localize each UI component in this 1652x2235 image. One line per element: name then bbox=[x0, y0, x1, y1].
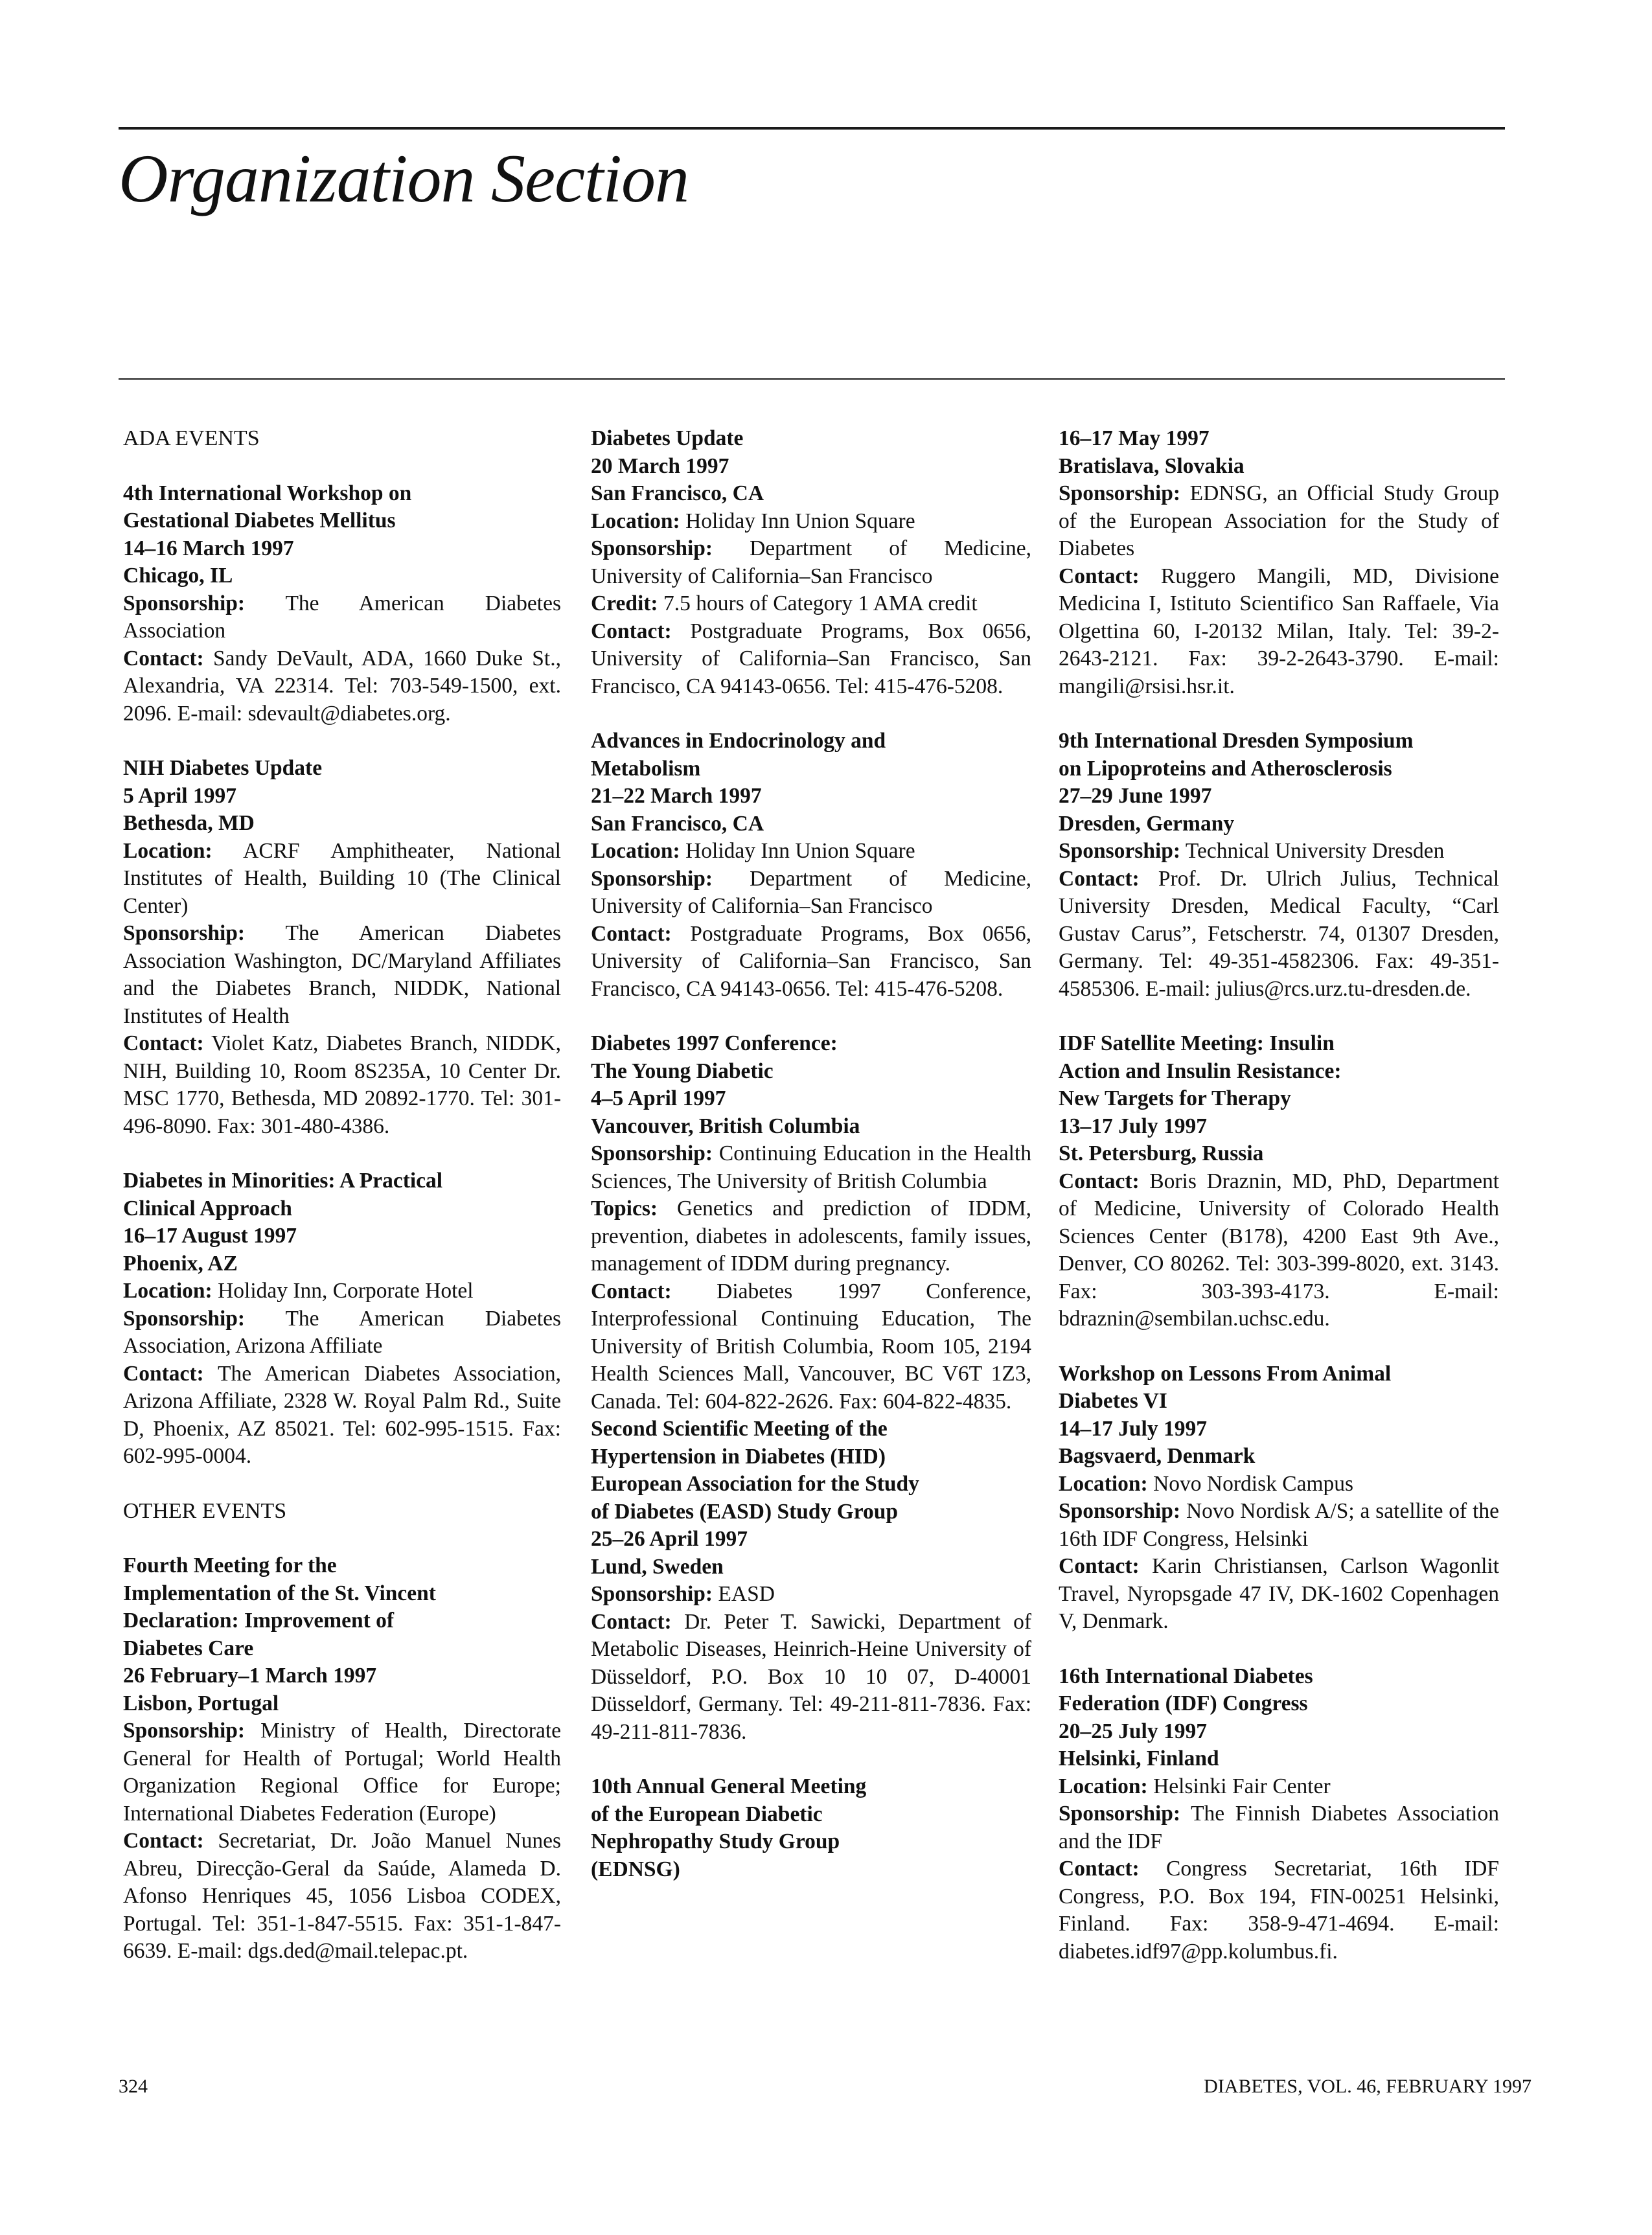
event-entry bbox=[123, 480, 561, 728]
event-title-line: of the European Diabetic bbox=[591, 1802, 823, 1826]
event-title-line: Nephropathy Study Group bbox=[591, 1829, 840, 1853]
field-label-sponsorship: Sponsorship: bbox=[591, 1141, 713, 1165]
field-value-location: Helsinki Fair Center bbox=[1153, 1774, 1331, 1798]
field-label-sponsorship: Sponsorship: bbox=[591, 536, 713, 560]
field-value-sponsorship: Ministry of Health, Directorate General for Health of Portugal; World Health Organization Regional Office for Europe; International Diabetes Federation (Europe) bbox=[123, 1719, 561, 1826]
event-title-line: Lisbon, Portugal bbox=[123, 1691, 279, 1715]
event-title-line: Workshop on Lessons From Animal bbox=[1059, 1361, 1392, 1386]
event-entry bbox=[123, 1552, 561, 1966]
event-list bbox=[123, 1552, 561, 1966]
field-value-contact: The American Diabetes Association, Arizona Affiliate, 2328 W. Royal Palm Rd., Suite D, Phoenix, AZ 85021. Tel: 602-995-1515. Fax: 602-995-0004. bbox=[123, 1361, 561, 1468]
event-title-line: Helsinki, Finland bbox=[1059, 1747, 1219, 1771]
column-right bbox=[1059, 425, 1499, 1993]
event-title-line: Hypertension in Diabetes (HID) bbox=[591, 1444, 886, 1469]
column-left bbox=[123, 425, 561, 1993]
field-value-sponsorship: The American Diabetes Association, Arizona Affiliate bbox=[123, 1306, 561, 1358]
event-contact bbox=[123, 1360, 561, 1471]
event-title-line: Fourth Meeting for the bbox=[123, 1553, 337, 1577]
event-location bbox=[1059, 1773, 1499, 1801]
field-label-sponsorship: Sponsorship: bbox=[123, 591, 246, 615]
event-title-line: 16th International Diabetes bbox=[1059, 1664, 1313, 1688]
event-title-line: on Lipoproteins and Atherosclerosis bbox=[1059, 756, 1392, 781]
field-label-topics: Topics: bbox=[591, 1197, 658, 1221]
event-title-line: 16–17 August 1997 bbox=[123, 1224, 297, 1248]
section-heading-ada-events: ADA EVENTS bbox=[123, 426, 260, 450]
field-value-sponsorship: EASD bbox=[718, 1582, 775, 1606]
event-contact bbox=[1059, 563, 1499, 701]
event-contact bbox=[1059, 1553, 1499, 1636]
event-title-line: NIH Diabetes Update bbox=[123, 756, 323, 780]
field-value-contact: Diabetes 1997 Conference, Interprofessional Continuing Education, The University of British Columbia, Room 105, 2194 Health Sciences Mall, Vancouver, BC V6T 1Z3, Canada. Tel: 604-822-2626. Fax: 604-822-4835. bbox=[591, 1279, 1031, 1414]
field-label-location: Location: bbox=[123, 838, 212, 863]
event-sponsorship bbox=[591, 1140, 1031, 1195]
event-title-line: Lund, Sweden bbox=[591, 1554, 724, 1579]
field-label-contact: Contact: bbox=[123, 1829, 204, 1853]
event-title-line: Diabetes VI bbox=[1059, 1389, 1167, 1413]
event-contact bbox=[123, 1828, 561, 1966]
field-value-sponsorship: Novo Nordisk A/S; a satellite of the 16th IDF Congress, Helsinki bbox=[1059, 1499, 1500, 1551]
event-sponsorship bbox=[1059, 1498, 1499, 1553]
event-entry bbox=[591, 1030, 1031, 1416]
event-title-line: San Francisco, CA bbox=[591, 481, 764, 505]
event-title-line: (EDNSG) bbox=[591, 1857, 680, 1881]
field-value-contact: Postgraduate Programs, Box 0656, University of California–San Francisco, San Francisco, CA 94143-0656. Tel: 415-476-5208. bbox=[591, 619, 1032, 698]
field-label-sponsorship: Sponsorship: bbox=[123, 921, 246, 945]
event-sponsorship bbox=[123, 1305, 561, 1360]
event-title-line: The Young Diabetic bbox=[591, 1059, 774, 1083]
page-number: 324 bbox=[119, 2076, 148, 2097]
event-entry bbox=[1059, 728, 1499, 1003]
event-list bbox=[123, 480, 561, 1471]
event-title-line: European Association for the Study bbox=[591, 1472, 919, 1496]
header-divider bbox=[119, 378, 1505, 380]
event-title-line: Implementation of the St. Vincent bbox=[123, 1581, 436, 1605]
event-title-line: 20–25 July 1997 bbox=[1059, 1719, 1207, 1743]
field-value-sponsorship: The American Diabetes Association Washington, DC/Maryland Affiliates and the Diabetes Branch, NIDDK, National Institutes of Health bbox=[123, 921, 561, 1028]
event-title-line: Diabetes 1997 Conference: bbox=[591, 1031, 838, 1055]
field-label-sponsorship: Sponsorship: bbox=[591, 1582, 713, 1606]
field-value-contact: Postgraduate Programs, Box 0656, University of California–San Francisco, San Francisco, CA 94143-0656. Tel: 415-476-5208. bbox=[591, 921, 1032, 1001]
event-title-line: IDF Satellite Meeting: Insulin bbox=[1059, 1031, 1335, 1055]
field-label-contact: Contact: bbox=[123, 1361, 204, 1386]
event-title-line: Chicago, IL bbox=[123, 564, 233, 588]
field-value-location: Holiday Inn, Corporate Hotel bbox=[218, 1279, 474, 1303]
event-contact bbox=[123, 1030, 561, 1140]
event-title-line: 14–16 March 1997 bbox=[123, 536, 294, 560]
event-location bbox=[591, 838, 1031, 865]
event-credit bbox=[591, 590, 1031, 618]
event-title-line: Clinical Approach bbox=[123, 1196, 292, 1221]
field-value-sponsorship: The Finnish Diabetes Association and the IDF bbox=[1059, 1802, 1499, 1853]
event-title-line: 14–17 July 1997 bbox=[1059, 1416, 1207, 1441]
event-sponsorship bbox=[1059, 480, 1499, 563]
event-location bbox=[123, 1278, 561, 1305]
event-title-line: 13–17 July 1997 bbox=[1059, 1114, 1207, 1138]
field-value-location: ACRF Amphitheater, National Institutes of Health, Building 10 (The Clinical Center) bbox=[123, 838, 561, 918]
event-title-line: Diabetes Update bbox=[591, 426, 744, 450]
field-label-sponsorship: Sponsorship: bbox=[123, 1306, 246, 1331]
field-label-contact: Contact: bbox=[1059, 1169, 1140, 1193]
event-sponsorship bbox=[123, 590, 561, 645]
event-contact bbox=[1059, 1168, 1499, 1333]
event-title-line: Phoenix, AZ bbox=[123, 1251, 238, 1276]
event-title-line: Action and Insulin Resistance: bbox=[1059, 1059, 1342, 1083]
event-sponsorship bbox=[591, 535, 1031, 590]
event-title-line: Bratislava, Slovakia bbox=[1059, 453, 1245, 478]
event-title-line: Federation (IDF) Congress bbox=[1059, 1691, 1308, 1715]
event-entry bbox=[591, 425, 1031, 700]
event-entry bbox=[1059, 1030, 1499, 1333]
event-contact bbox=[591, 921, 1031, 1003]
event-title-line: 26 February–1 March 1997 bbox=[123, 1664, 377, 1688]
event-title-line: 4th International Workshop on bbox=[123, 481, 412, 505]
field-value-sponsorship: Department of Medicine, University of California–San Francisco bbox=[591, 866, 1032, 918]
field-label-sponsorship: Sponsorship: bbox=[1059, 481, 1181, 505]
event-sponsorship bbox=[1059, 838, 1499, 865]
event-location bbox=[591, 508, 1031, 536]
event-entry bbox=[1059, 425, 1499, 700]
event-contact bbox=[591, 618, 1031, 701]
event-contact bbox=[1059, 865, 1499, 1003]
event-contact bbox=[1059, 1855, 1499, 1966]
page-title: Organization Section bbox=[119, 141, 689, 216]
field-label-contact: Contact: bbox=[123, 1031, 204, 1055]
field-value-sponsorship: Technical University Dresden bbox=[1185, 839, 1445, 863]
event-location bbox=[1059, 1471, 1499, 1498]
field-label-contact: Contact: bbox=[591, 1609, 672, 1634]
event-topics bbox=[591, 1195, 1031, 1278]
event-title-line: Diabetes Care bbox=[123, 1636, 254, 1660]
field-label-contact: Contact: bbox=[591, 619, 672, 643]
event-title-line: Bagsvaerd, Denmark bbox=[1059, 1444, 1256, 1468]
field-label-location: Location: bbox=[1059, 1774, 1148, 1798]
event-title-line: 5 April 1997 bbox=[123, 783, 236, 808]
event-title-line: Declaration: Improvement of bbox=[123, 1609, 395, 1633]
event-title-line: Gestational Diabetes Mellitus bbox=[123, 509, 396, 533]
event-entry bbox=[123, 1167, 561, 1471]
event-title-line: Vancouver, British Columbia bbox=[591, 1114, 860, 1138]
event-title-line: Second Scientific Meeting of the bbox=[591, 1417, 888, 1441]
field-label-sponsorship: Sponsorship: bbox=[591, 866, 713, 891]
field-value-contact: Ruggero Mangili, MD, Divisione Medicina I, Istituto Scientifico San Raffaele, Via Olgettina 60, I-20132 Milan, Italy. Tel: 39-2-2643-2121. Fax: 39-2-2643-3790. E-mail: mangili@rsisi.hsr.it. bbox=[1059, 564, 1499, 698]
field-label-credit: Credit: bbox=[591, 591, 658, 615]
event-title-line: New Targets for Therapy bbox=[1059, 1086, 1291, 1110]
field-label-location: Location: bbox=[1059, 1471, 1148, 1496]
event-title-line: 21–22 March 1997 bbox=[591, 784, 762, 808]
field-label-location: Location: bbox=[591, 509, 680, 533]
field-label-location: Location: bbox=[123, 1279, 212, 1303]
field-value-sponsorship: EDNSG, an Official Study Group of the European Association for the Study of Diabetes bbox=[1059, 481, 1500, 560]
running-footer: DIABETES, VOL. 46, FEBRUARY 1997 bbox=[1204, 2076, 1532, 2097]
event-title-line: Bethesda, MD bbox=[123, 811, 255, 835]
event-entry bbox=[123, 755, 561, 1140]
event-sponsorship bbox=[123, 1717, 561, 1828]
field-label-contact: Contact: bbox=[591, 1279, 672, 1303]
event-title-line: of Diabetes (EASD) Study Group bbox=[591, 1499, 899, 1524]
field-label-contact: Contact: bbox=[591, 921, 672, 946]
field-value-contact: Congress Secretariat, 16th IDF Congress, P.O. Box 194, FIN-00251 Helsinki, Finland. Fax: 358-9-471-4694. E-mail: diabetes.idf97@pp.kolumbus.fi. bbox=[1059, 1857, 1499, 1964]
event-title-line: 4–5 April 1997 bbox=[591, 1086, 726, 1110]
field-label-location: Location: bbox=[591, 839, 680, 863]
column-middle bbox=[591, 425, 1031, 1910]
event-contact bbox=[591, 1609, 1031, 1747]
section-heading-other-events: OTHER EVENTS bbox=[123, 1498, 287, 1523]
event-title-line: 10th Annual General Meeting bbox=[591, 1774, 867, 1798]
event-sponsorship bbox=[591, 865, 1031, 921]
event-title-line: 16–17 May 1997 bbox=[1059, 426, 1210, 450]
event-location bbox=[123, 838, 561, 921]
field-value-contact: Secretariat, Dr. João Manuel Nunes Abreu, Direcção-Geral da Saúde, Alameda D. Afonso Henriques 45, 1056 Lisboa CODEX, Portugal. Tel: 351-1-847-5515. Fax: 351-1-847-6639. E-mail: dgs.ded@mail.telepac.pt. bbox=[123, 1829, 562, 1963]
event-entry bbox=[591, 1416, 1031, 1746]
field-label-sponsorship: Sponsorship: bbox=[1059, 839, 1181, 863]
field-value-location: Novo Nordisk Campus bbox=[1153, 1471, 1354, 1496]
field-value-contact: Sandy DeVault, ADA, 1660 Duke St., Alexandria, VA 22314. Tel: 703-549-1500, ext. 2096. E-mail: sdevault@diabetes.org. bbox=[123, 646, 561, 726]
field-value-contact: Violet Katz, Diabetes Branch, NIDDK, NIH, Building 10, Room 8S235A, 10 Center Dr. MSC 1770, Bethesda, MD 20892-1770. Tel: 301-496-8090. Fax: 301-480-4386. bbox=[123, 1031, 561, 1138]
field-value-location: Holiday Inn Union Square bbox=[685, 839, 915, 863]
event-entry bbox=[1059, 1360, 1499, 1636]
field-label-sponsorship: Sponsorship: bbox=[1059, 1802, 1181, 1826]
event-title-line: Advances in Endocrinology and bbox=[591, 729, 886, 753]
event-sponsorship bbox=[123, 920, 561, 1030]
event-list bbox=[1059, 425, 1499, 1966]
event-entry bbox=[591, 1773, 1031, 1883]
top-rule bbox=[119, 127, 1505, 130]
field-value-topics: Genetics and prediction of IDDM, prevention, diabetes in adolescents, family issues, management of IDDM during pregnancy. bbox=[591, 1197, 1032, 1276]
field-value-sponsorship: The American Diabetes Association bbox=[123, 591, 561, 643]
event-entry bbox=[591, 728, 1031, 1003]
field-label-contact: Contact: bbox=[123, 646, 204, 670]
event-title-line: Diabetes in Minorities: A Practical bbox=[123, 1169, 443, 1193]
field-value-location: Holiday Inn Union Square bbox=[685, 509, 915, 533]
event-contact bbox=[123, 645, 561, 728]
field-value-contact: Karin Christiansen, Carlson Wagonlit Travel, Nyropsgade 47 IV, DK-1602 Copenhagen V, Denmark. bbox=[1059, 1554, 1500, 1633]
field-label-sponsorship: Sponsorship: bbox=[1059, 1499, 1181, 1523]
field-value-credit: 7.5 hours of Category 1 AMA credit bbox=[663, 591, 978, 615]
field-value-contact: Dr. Peter T. Sawicki, Department of Metabolic Diseases, Heinrich-Heine University of Düsseldorf, P.O. Box 10 10 07, D-40001 Düsseldorf, Germany. Tel: 49-211-811-7836. Fax: 49-211-811-7836. bbox=[591, 1609, 1031, 1744]
field-label-contact: Contact: bbox=[1059, 866, 1140, 891]
event-entry bbox=[1059, 1663, 1499, 1966]
field-label-contact: Contact: bbox=[1059, 1857, 1140, 1881]
field-label-contact: Contact: bbox=[1059, 1554, 1140, 1578]
field-label-contact: Contact: bbox=[1059, 564, 1140, 588]
event-title-line: 20 March 1997 bbox=[591, 453, 729, 478]
event-title-line: St. Petersburg, Russia bbox=[1059, 1141, 1264, 1165]
event-list bbox=[591, 425, 1031, 1883]
field-value-sponsorship: Continuing Education in the Health Sciences, The University of British Columbia bbox=[591, 1141, 1031, 1193]
event-sponsorship bbox=[591, 1581, 1031, 1609]
event-title-line: 27–29 June 1997 bbox=[1059, 784, 1212, 808]
event-contact bbox=[591, 1278, 1031, 1416]
event-title-line: Metabolism bbox=[591, 756, 701, 781]
event-title-line: San Francisco, CA bbox=[591, 811, 764, 836]
field-value-contact: Prof. Dr. Ulrich Julius, Technical University Dresden, Medical Faculty, “Carl Gustav Carus”, Fetscherstr. 74, 01307 Dresden, Germany. Tel: 49-351-4582306. Fax: 49-351-4585306. E-mail: julius@rcs.urz.tu-dresden.de. bbox=[1059, 866, 1500, 1001]
event-title-line: Dresden, Germany bbox=[1059, 811, 1235, 836]
field-value-contact: Boris Draznin, MD, PhD, Department of Medicine, University of Colorado Health Sciences Center (B178), 4200 East 9th Ave., Denver, CO 80262. Tel: 303-399-8020, ext. 3143. Fax: 303-393-4173. E-mail: bdraznin@sembilan.uchsc.edu. bbox=[1059, 1169, 1499, 1331]
event-sponsorship bbox=[1059, 1800, 1499, 1855]
event-title-line: 25–26 April 1997 bbox=[591, 1527, 748, 1551]
field-value-sponsorship: Department of Medicine, University of California–San Francisco bbox=[591, 536, 1032, 588]
event-title-line: 9th International Dresden Symposium bbox=[1059, 729, 1414, 753]
field-label-sponsorship: Sponsorship: bbox=[123, 1719, 246, 1743]
